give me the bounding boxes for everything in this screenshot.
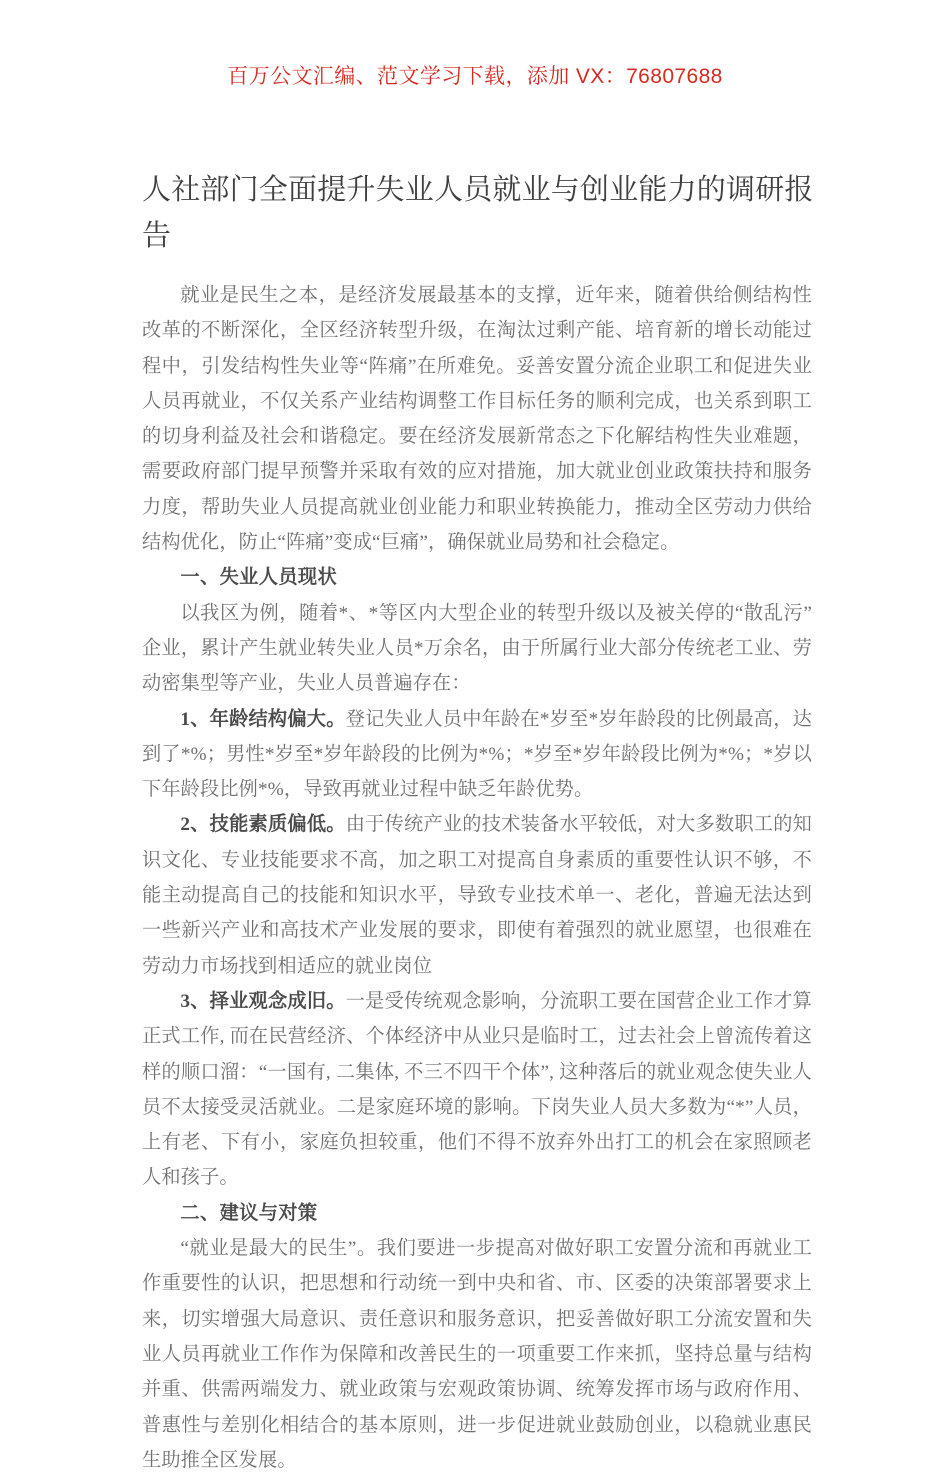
document-body <box>142 278 812 1478</box>
section-one-paragraph: 以我区为例，随着*、*等区内大型企业的转型升级以及被关停的“散乱污”企业，累计产生就业转失业人员*万余名，由于所属行业大部分传统老工业、劳动密集型等产业，失业人员普遍存在： <box>142 602 812 695</box>
section-two-paragraph: “就业是最大的民生”。我们要进一步提高对做好职工安置分流和再就业工作重要性的认识，把思想和行动统一到中央和省、市、区委的决策部署要求上来，切实增强大局意识、责任意识和服务意识，把妥善做好职工分流安置和失业人员再就业工作作为保障和改善民生的一项重要工作来抓，坚持总量与结构并重、供需两端发力、就业政策与宏观政策协调、统筹发挥市场与政府作用、普惠性与差别化相结合的基本原则，进一步促进就业鼓励创业，以稳就业惠民生助推全区发展。 <box>142 1238 812 1471</box>
item-text: 一是受传统观念影响，分流职工要在国营企业工作才算正式工作, 而在民营经济、个体经济中从业只是临时工，过去社会上曾流传着这样的顺口溜：“一国有, 二集体, 不三不四干个体”, 这种落后的就业观念使失业人员不太接受灵活就业。二是家庭环境的影响。下岗失业人员大多数为“*”人员，上有老、下有小，家庭负担较重，他们不得不放弃外出打工的机会在家照顾老人和孩子。 <box>142 990 812 1189</box>
section-heading-two: 二、建议与对策 <box>180 1202 318 1224</box>
item-text: 登记失业人员中年龄在*岁至*岁年龄段的比例最高，达到了*%；男性*岁至*岁年龄段的比例为*%；*岁至*岁年龄段比例为*%；*岁以下年龄段比例*%，导致再就业过程中缺乏年龄优势。 <box>142 708 812 801</box>
list-item <box>142 807 812 983</box>
item-number: 2、 <box>180 814 210 836</box>
list-item <box>142 984 812 1196</box>
page-title: 人社部门全面提升失业人员就业与创业能力的调研报告 <box>142 174 814 253</box>
promo-banner: 百万公文汇编、范文学习下载，添加 VX：76807688 <box>227 65 723 88</box>
item-number: 1、 <box>180 708 210 730</box>
item-number: 3、 <box>180 990 210 1012</box>
item-lead: 年龄结构偏大。 <box>209 708 346 730</box>
item-lead: 择业观念成旧。 <box>209 990 346 1012</box>
item-lead: 技能素质偏低。 <box>209 814 346 836</box>
intro-paragraph: 就业是民生之本，是经济发展最基本的支撑，近年来，随着供给侧结构性改革的不断深化，全区经济转型升级，在淘汰过剩产能、培育新的增长动能过程中，引发结构性失业等“阵痛”在所难免。妥善安置分流企业职工和促进失业人员再就业，不仅关系产业结构调整工作目标任务的顺利完成，也关系到职工的切身利益及社会和谐稳定。要在经济发展新常态之下化解结构性失业难题，需要政府部门提早预警并采取有效的应对措施，加大就业创业政策扶持和服务力度，帮助失业人员提高就业创业能力和职业转换能力，推动全区劳动力供给结构优化，防止“阵痛”变成“巨痛”，确保就业局势和社会稳定。 <box>142 285 812 554</box>
item-text: 由于传统产业的技术装备水平较低，对大多数职工的知识文化、专业技能要求不高，加之职工对提高自身素质的重要性认识不够，不能主动提高自己的技能和知识水平，导致专业技术单一、老化，普遍无法达到一些新兴产业和高技术产业发展的要求，即使有着强烈的就业愿望，也很难在劳动力市场找到相适应的就业岗位 <box>142 814 812 977</box>
section-heading-one: 一、失业人员现状 <box>180 567 338 589</box>
list-item <box>142 702 812 808</box>
